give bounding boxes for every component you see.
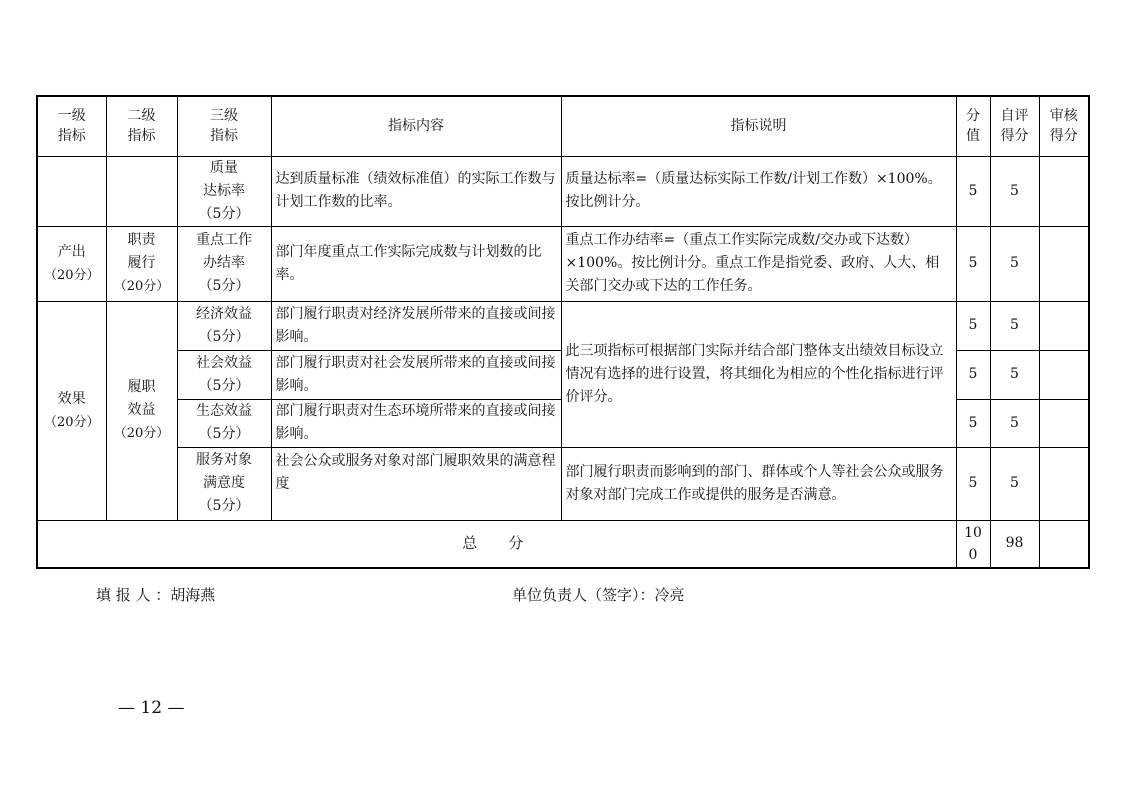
header-review-score: 审核 得分 <box>1039 96 1089 156</box>
total-label: 总 分 <box>37 520 956 568</box>
level2-cell <box>106 226 177 301</box>
level1-points: （20分） <box>43 414 100 430</box>
level3-cell <box>177 447 271 520</box>
page-number: — 12 — <box>118 698 185 718</box>
self-score-cell: 5 <box>990 447 1039 520</box>
header-score: 分 值 <box>956 96 990 156</box>
level3-points: （5分） <box>198 278 250 294</box>
level3-points: （5分） <box>198 205 250 222</box>
level3-cell <box>177 399 271 447</box>
level1-cell <box>37 301 106 520</box>
level3-points: （5分） <box>198 426 250 442</box>
header-level3: 三级 指标 <box>177 96 271 156</box>
level1-label: 产出 <box>57 243 86 260</box>
header-level2: 二级 指标 <box>106 96 177 156</box>
review-score-cell <box>1039 350 1089 399</box>
content-cell: 社会公众或服务对象对部门履职效果的满意程度 <box>271 447 561 520</box>
level3-points: （5分） <box>198 498 250 514</box>
score-cell: 5 <box>956 156 990 226</box>
explanation-cell: 部门履行职责而影响到的部门、群体或个人等社会公众或服务对象对部门完成工作或提供的服务是否满意。 <box>561 447 956 520</box>
level3-cell <box>177 350 271 399</box>
table-row <box>37 301 1089 350</box>
reporter-field: 填 报 人 ：胡海燕 <box>96 586 216 604</box>
level1-cell-empty <box>37 156 106 226</box>
header-self-score: 自评 得分 <box>990 96 1039 156</box>
review-score-cell <box>1039 447 1089 520</box>
level3-label: 重点工作 办结率 <box>196 232 252 271</box>
score-cell: 5 <box>956 399 990 447</box>
self-score-cell: 5 <box>990 399 1039 447</box>
header-level1: 一级 指标 <box>37 96 106 156</box>
level3-label: 服务对象 满意度 <box>196 452 252 491</box>
content-cell: 部门履行职责对经济发展所带来的直接或间接影响。 <box>271 301 561 350</box>
review-score-cell <box>1039 226 1089 301</box>
content-cell: 部门履行职责对生态环境所带来的直接或间接影响。 <box>271 399 561 447</box>
explanation-cell: 重点工作办结率=（重点工作实际完成数/交办或下达数）×100%。按比例计分。重点工作是指党委、政府、人大、相关部门交办或下达的工作任务。 <box>561 226 956 301</box>
score-cell: 5 <box>956 350 990 399</box>
review-score-cell <box>1039 301 1089 350</box>
header-content: 指标内容 <box>271 96 561 156</box>
total-self-score: 98 <box>990 520 1039 568</box>
level1-cell <box>37 226 106 301</box>
level2-cell <box>106 301 177 520</box>
score-cell: 5 <box>956 226 990 301</box>
self-score-cell: 5 <box>990 350 1039 399</box>
self-score-cell: 5 <box>990 301 1039 350</box>
explanation-cell: 质量达标率=（质量达标实际工作数/计划工作数）×100%。按比例计分。 <box>561 156 956 226</box>
level1-points: （20分） <box>43 267 100 283</box>
table-row <box>37 156 1089 226</box>
evaluation-table <box>36 95 1090 569</box>
score-cell: 5 <box>956 447 990 520</box>
level3-cell <box>177 156 271 226</box>
table-row <box>37 447 1089 520</box>
level2-label: 履职 效益 <box>127 379 156 418</box>
review-score-cell <box>1039 399 1089 447</box>
unit-leader-field: 单位负责人（签字）：冷亮 <box>512 586 685 604</box>
review-score-cell <box>1039 156 1089 226</box>
level3-points: （5分） <box>198 328 250 345</box>
total-row <box>37 520 1089 568</box>
level3-cell <box>177 226 271 301</box>
level1-label: 效果 <box>57 390 86 407</box>
header-row <box>37 96 1089 156</box>
level3-label: 经济效益 <box>196 305 252 322</box>
self-score-cell: 5 <box>990 226 1039 301</box>
level2-points: （20分） <box>113 426 170 441</box>
total-review-score <box>1039 520 1089 568</box>
level3-cell <box>177 301 271 350</box>
explanation-cell-merged: 此三项指标可根据部门实际并结合部门整体支出绩效目标设立情况有选择的进行设置，将其细化为相应的个性化指标进行评价评分。 <box>561 301 956 447</box>
content-cell: 部门履行职责对社会发展所带来的直接或间接影响。 <box>271 350 561 399</box>
level3-label: 社会效益 <box>196 354 252 371</box>
level2-label: 职责 履行 <box>127 232 156 271</box>
level3-points: （5分） <box>198 377 250 394</box>
level2-points: （20分） <box>113 279 170 294</box>
self-score-cell: 5 <box>990 156 1039 226</box>
total-score: 10 0 <box>956 520 990 568</box>
level3-label: 生态效益 <box>196 403 252 419</box>
signature-footer <box>96 583 996 607</box>
content-cell: 部门年度重点工作实际完成数与计划数的比率。 <box>271 226 561 301</box>
level2-cell-empty <box>106 156 177 226</box>
header-explanation: 指标说明 <box>561 96 956 156</box>
level3-label: 质量 达标率 <box>203 159 245 199</box>
table-row <box>37 226 1089 301</box>
content-cell: 达到质量标准（绩效标准值）的实际工作数与计划工作数的比率。 <box>271 156 561 226</box>
score-cell: 5 <box>956 301 990 350</box>
